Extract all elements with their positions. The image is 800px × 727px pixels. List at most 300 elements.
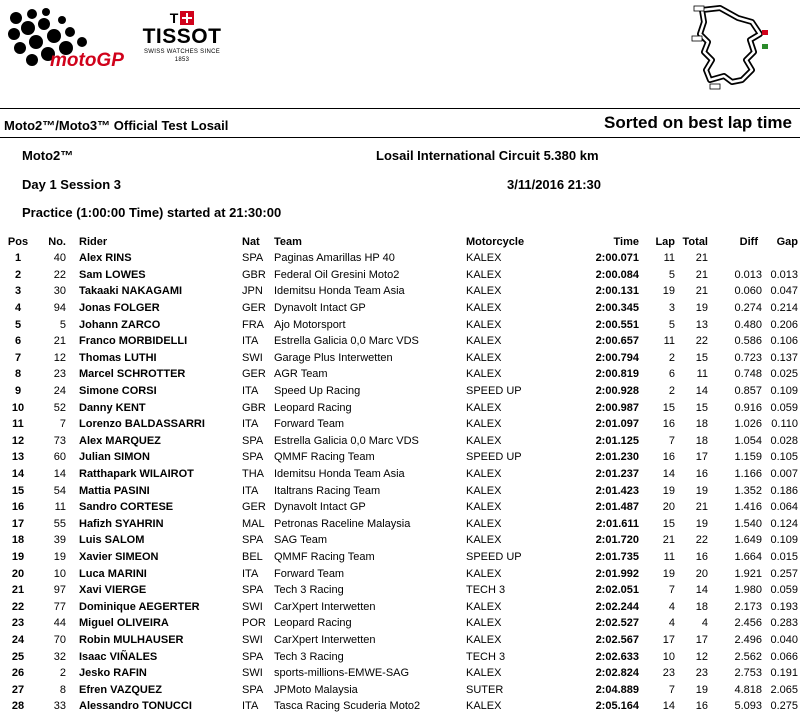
cell-total: 21 bbox=[695, 285, 708, 298]
cell-number: 60 bbox=[53, 451, 66, 464]
cell-gap: 0.059 bbox=[770, 584, 798, 597]
swiss-cross-icon bbox=[180, 11, 194, 25]
cell-rider: Robin MULHAUSER bbox=[79, 633, 184, 646]
table-row bbox=[0, 283, 800, 300]
cell-motorcycle: KALEX bbox=[466, 517, 502, 530]
cell-team: CarXpert Interwetten bbox=[274, 600, 376, 613]
cell-nat: SPA bbox=[242, 252, 264, 265]
cell-motorcycle: KALEX bbox=[466, 368, 502, 381]
table-row bbox=[0, 300, 800, 317]
cell-pos: 2 bbox=[14, 268, 22, 281]
cell-total: 19 bbox=[695, 484, 708, 497]
cell-time: 2:04.889 bbox=[595, 683, 639, 696]
cell-lap: 5 bbox=[668, 268, 675, 281]
cell-lap: 10 bbox=[662, 650, 675, 663]
table-row bbox=[0, 466, 800, 483]
cell-diff: 1.166 bbox=[734, 468, 762, 481]
cell-pos: 18 bbox=[11, 534, 25, 547]
cell-pos: 21 bbox=[11, 584, 25, 597]
cell-motorcycle: KALEX bbox=[466, 285, 502, 298]
cell-number: 14 bbox=[53, 468, 66, 481]
cell-total: 23 bbox=[695, 667, 708, 680]
cell-rider: Sam LOWES bbox=[79, 268, 146, 281]
circuit-map-icon bbox=[680, 0, 780, 100]
cell-team: Idemitsu Honda Team Asia bbox=[274, 468, 405, 481]
table-row bbox=[0, 482, 800, 499]
cell-total: 16 bbox=[695, 468, 708, 481]
cell-total: 13 bbox=[695, 318, 708, 331]
cell-motorcycle: SPEED UP bbox=[466, 451, 522, 464]
cell-total: 15 bbox=[695, 401, 708, 414]
cell-number: 55 bbox=[53, 517, 66, 530]
cell-number: 10 bbox=[53, 567, 66, 580]
cell-gap: 0.047 bbox=[770, 285, 798, 298]
cell-lap: 14 bbox=[662, 700, 675, 713]
cell-pos: 16 bbox=[11, 501, 25, 514]
cell-diff: 2.456 bbox=[734, 617, 762, 630]
cell-gap: 0.110 bbox=[771, 418, 798, 431]
cell-time: 2:01.097 bbox=[595, 418, 639, 431]
cell-rider: Takaaki NAKAGAMI bbox=[79, 285, 183, 298]
table-row bbox=[0, 383, 800, 400]
cell-number: 11 bbox=[54, 501, 66, 514]
cell-diff: 0.274 bbox=[734, 302, 762, 315]
cell-team: Forward Team bbox=[274, 567, 345, 580]
cell-number: 32 bbox=[53, 650, 66, 663]
cell-gap: 0.186 bbox=[770, 484, 798, 497]
cell-time: 2:00.657 bbox=[595, 335, 639, 348]
cell-lap: 15 bbox=[662, 517, 675, 530]
cell-diff: 1.416 bbox=[734, 501, 762, 514]
cell-diff: 0.060 bbox=[734, 285, 762, 298]
cell-team: AGR Team bbox=[274, 368, 328, 381]
cell-gap: 0.124 bbox=[770, 517, 798, 530]
cell-gap: 0.275 bbox=[770, 700, 798, 713]
table-row bbox=[0, 681, 800, 698]
cell-time: 2:01.237 bbox=[595, 468, 639, 481]
cell-gap: 0.191 bbox=[770, 667, 798, 680]
cell-rider: Alessandro TONUCCI bbox=[79, 700, 192, 713]
tissot-t-letter: T bbox=[169, 10, 179, 26]
cell-pos: 5 bbox=[14, 318, 22, 331]
cell-team: Forward Team bbox=[274, 418, 345, 431]
cell-nat: BEL bbox=[242, 550, 263, 563]
cell-lap: 5 bbox=[668, 318, 675, 331]
cell-gap: 0.106 bbox=[770, 335, 798, 348]
cell-lap: 7 bbox=[668, 584, 675, 597]
cell-number: 19 bbox=[53, 550, 66, 563]
col-time: Time bbox=[613, 235, 639, 248]
cell-motorcycle: KALEX bbox=[466, 617, 502, 630]
cell-motorcycle: SPEED UP bbox=[466, 385, 522, 398]
cell-motorcycle: KALEX bbox=[466, 335, 502, 348]
cell-pos: 19 bbox=[11, 550, 25, 563]
table-row bbox=[0, 449, 800, 466]
cell-team: Leopard Racing bbox=[274, 617, 352, 630]
cell-time: 2:01.230 bbox=[595, 451, 639, 464]
col-nat: Nat bbox=[242, 235, 260, 248]
cell-total: 18 bbox=[695, 434, 708, 447]
cell-gap: 0.025 bbox=[770, 368, 798, 381]
cell-time: 2:00.131 bbox=[595, 285, 639, 298]
table-row bbox=[0, 350, 800, 367]
cell-gap: 0.064 bbox=[770, 501, 798, 514]
col-rider: Rider bbox=[79, 235, 108, 248]
cell-gap: 0.015 bbox=[770, 550, 798, 563]
cell-lap: 20 bbox=[662, 501, 675, 514]
motogp-logo bbox=[6, 8, 134, 78]
cell-number: 8 bbox=[59, 683, 66, 696]
cell-motorcycle: KALEX bbox=[466, 633, 502, 646]
cell-diff: 1.352 bbox=[734, 484, 762, 497]
cell-team: Garage Plus Interwetten bbox=[274, 351, 393, 364]
cell-rider: Simone CORSI bbox=[79, 385, 157, 398]
cell-nat: SPA bbox=[242, 683, 264, 696]
cell-lap: 16 bbox=[662, 418, 675, 431]
cell-time: 2:00.928 bbox=[595, 385, 639, 398]
cell-lap: 19 bbox=[662, 567, 675, 580]
divider bbox=[0, 137, 800, 138]
cell-time: 2:00.071 bbox=[595, 252, 639, 265]
cell-motorcycle: KALEX bbox=[466, 252, 502, 265]
cell-number: 7 bbox=[59, 418, 66, 431]
table-row bbox=[0, 698, 800, 715]
cell-rider: Hafizh SYAHRIN bbox=[79, 517, 164, 530]
cell-total: 20 bbox=[695, 567, 708, 580]
cell-pos: 14 bbox=[11, 468, 25, 481]
cell-time: 2:01.611 bbox=[596, 517, 639, 530]
cell-nat: SPA bbox=[242, 650, 264, 663]
cell-total: 4 bbox=[701, 617, 708, 630]
cell-diff: 1.921 bbox=[734, 567, 762, 580]
table-row bbox=[0, 366, 800, 383]
cell-motorcycle: KALEX bbox=[466, 667, 502, 680]
cell-motorcycle: KALEX bbox=[466, 468, 502, 481]
cell-pos: 23 bbox=[11, 617, 25, 630]
cell-number: 2 bbox=[59, 667, 66, 680]
cell-team: Federal Oil Gresini Moto2 bbox=[274, 268, 400, 281]
cell-number: 12 bbox=[53, 351, 66, 364]
cell-gap: 0.059 bbox=[770, 401, 798, 414]
cell-rider: Efren VAZQUEZ bbox=[79, 683, 162, 696]
cell-time: 2:00.819 bbox=[595, 368, 639, 381]
cell-lap: 7 bbox=[668, 683, 675, 696]
cell-total: 14 bbox=[695, 584, 708, 597]
cell-lap: 7 bbox=[668, 434, 675, 447]
cell-time: 2:01.423 bbox=[595, 484, 639, 497]
cell-gap bbox=[762, 250, 800, 267]
class-name: Moto2™ bbox=[22, 148, 74, 163]
cell-team: Dynavolt Intact GP bbox=[274, 302, 366, 315]
cell-total: 11 bbox=[696, 368, 708, 381]
cell-diff bbox=[710, 250, 762, 267]
cell-gap: 0.109 bbox=[770, 385, 798, 398]
cell-gap: 0.066 bbox=[770, 650, 798, 663]
cell-nat: FRA bbox=[242, 318, 264, 331]
cell-diff: 4.818 bbox=[734, 683, 762, 696]
cell-pos: 6 bbox=[14, 335, 22, 348]
table-row bbox=[0, 316, 800, 333]
table-row bbox=[0, 582, 800, 599]
cell-lap: 3 bbox=[668, 302, 675, 315]
cell-rider: Jonas FOLGER bbox=[79, 302, 160, 315]
cell-motorcycle: SUTER bbox=[466, 683, 504, 696]
cell-time: 2:01.735 bbox=[595, 550, 639, 563]
cell-rider: Alex MARQUEZ bbox=[79, 434, 161, 447]
col-diff: Diff bbox=[739, 235, 758, 248]
cell-nat: SWI bbox=[242, 667, 263, 680]
cell-lap: 17 bbox=[662, 633, 675, 646]
cell-rider: Isaac VIÑALES bbox=[79, 650, 158, 663]
cell-lap: 11 bbox=[663, 550, 675, 563]
cell-gap: 0.206 bbox=[770, 318, 798, 331]
cell-gap: 0.040 bbox=[770, 633, 798, 646]
cell-team: JPMoto Malaysia bbox=[274, 683, 358, 696]
cell-diff: 2.562 bbox=[734, 650, 762, 663]
cell-nat: GER bbox=[242, 501, 266, 514]
cell-motorcycle: KALEX bbox=[466, 567, 502, 580]
cell-motorcycle: TECH 3 bbox=[466, 650, 506, 663]
cell-gap: 0.105 bbox=[770, 451, 798, 464]
cell-rider: Thomas LUTHI bbox=[79, 351, 157, 364]
cell-nat: JPN bbox=[242, 285, 263, 298]
table-row bbox=[0, 648, 800, 665]
table-row bbox=[0, 250, 800, 267]
cell-diff: 1.159 bbox=[734, 451, 762, 464]
table-row bbox=[0, 499, 800, 516]
cell-time: 2:02.633 bbox=[595, 650, 639, 663]
cell-diff: 2.753 bbox=[734, 667, 762, 680]
table-row bbox=[0, 267, 800, 284]
cell-team: sports-millions-EMWE-SAG bbox=[274, 667, 410, 680]
cell-diff: 0.748 bbox=[734, 368, 762, 381]
cell-lap: 4 bbox=[668, 600, 675, 613]
cell-number: 21 bbox=[53, 335, 66, 348]
cell-time: 2:00.551 bbox=[595, 318, 639, 331]
cell-lap: 23 bbox=[662, 667, 675, 680]
cell-motorcycle: KALEX bbox=[466, 318, 502, 331]
cell-number: 33 bbox=[53, 700, 66, 713]
cell-lap: 6 bbox=[668, 368, 675, 381]
cell-number: 54 bbox=[53, 484, 66, 497]
cell-team: CarXpert Interwetten bbox=[274, 633, 376, 646]
cell-total: 21 bbox=[695, 501, 708, 514]
col-team: Team bbox=[274, 235, 302, 248]
cell-diff: 0.723 bbox=[734, 351, 762, 364]
cell-gap: 0.028 bbox=[770, 434, 798, 447]
cell-diff: 1.649 bbox=[734, 534, 762, 547]
cell-time: 2:00.794 bbox=[595, 351, 639, 364]
cell-total: 19 bbox=[695, 302, 708, 315]
cell-gap: 0.193 bbox=[770, 600, 798, 613]
cell-rider: Marcel SCHROTTER bbox=[79, 368, 186, 381]
cell-pos: 10 bbox=[11, 401, 25, 414]
cell-time: 2:00.345 bbox=[595, 302, 639, 315]
cell-pos: 12 bbox=[11, 434, 25, 447]
cell-number: 5 bbox=[59, 318, 66, 331]
cell-rider: Lorenzo BALDASSARRI bbox=[79, 418, 205, 431]
divider bbox=[0, 108, 800, 109]
col-lap: Lap bbox=[655, 235, 675, 248]
cell-pos: 1 bbox=[14, 252, 22, 265]
cell-lap: 16 bbox=[662, 451, 675, 464]
cell-lap: 11 bbox=[663, 252, 675, 265]
table-row bbox=[0, 399, 800, 416]
cell-gap: 0.013 bbox=[770, 268, 798, 281]
cell-team: Italtrans Racing Team bbox=[274, 484, 381, 497]
cell-rider: Xavier SIMEON bbox=[79, 550, 159, 563]
cell-rider: Sandro CORTESE bbox=[79, 501, 174, 514]
cell-motorcycle: KALEX bbox=[466, 302, 502, 315]
cell-nat: SWI bbox=[242, 351, 263, 364]
cell-lap: 15 bbox=[662, 401, 675, 414]
table-row bbox=[0, 516, 800, 533]
cell-gap: 0.257 bbox=[770, 567, 798, 580]
cell-motorcycle: KALEX bbox=[466, 401, 502, 414]
table-row bbox=[0, 565, 800, 582]
cell-total: 22 bbox=[695, 335, 708, 348]
practice-info: Practice (1:00:00 Time) started at 21:30:00 bbox=[22, 205, 282, 220]
cell-nat: ITA bbox=[242, 567, 259, 580]
cell-number: 24 bbox=[53, 385, 66, 398]
cell-diff: 0.857 bbox=[734, 385, 762, 398]
table-row bbox=[0, 333, 800, 350]
cell-team: Dynavolt Intact GP bbox=[274, 501, 366, 514]
cell-pos: 11 bbox=[12, 418, 24, 431]
cell-nat: SWI bbox=[242, 600, 263, 613]
cell-total: 21 bbox=[695, 268, 708, 281]
cell-total: 21 bbox=[695, 252, 708, 265]
col-no: No. bbox=[48, 235, 66, 248]
cell-team: Tech 3 Racing bbox=[274, 650, 344, 663]
cell-rider: Ratthapark WILAIROT bbox=[79, 468, 194, 481]
cell-gap: 0.007 bbox=[770, 468, 798, 481]
cell-time: 2:02.567 bbox=[595, 633, 639, 646]
cell-diff: 2.496 bbox=[734, 633, 762, 646]
cell-gap: 0.109 bbox=[770, 534, 798, 547]
cell-total: 18 bbox=[695, 418, 708, 431]
cell-time: 2:02.051 bbox=[595, 584, 639, 597]
table-row bbox=[0, 665, 800, 682]
cell-time: 2:00.987 bbox=[595, 401, 639, 414]
cell-motorcycle: KALEX bbox=[466, 534, 502, 547]
cell-nat: GER bbox=[242, 368, 266, 381]
cell-pos: 27 bbox=[11, 683, 25, 696]
cell-motorcycle: KALEX bbox=[466, 484, 502, 497]
cell-time: 2:05.164 bbox=[595, 700, 639, 713]
cell-pos: 26 bbox=[11, 667, 25, 680]
cell-rider: Miguel OLIVEIRA bbox=[79, 617, 169, 630]
cell-nat: SPA bbox=[242, 451, 264, 464]
cell-team: Tech 3 Racing bbox=[274, 584, 344, 597]
cell-number: 97 bbox=[53, 584, 66, 597]
cell-motorcycle: KALEX bbox=[466, 501, 502, 514]
cell-team: Petronas Raceline Malaysia bbox=[274, 517, 411, 530]
cell-total: 16 bbox=[695, 550, 708, 563]
cell-diff: 0.480 bbox=[734, 318, 762, 331]
cell-rider: Xavi VIERGE bbox=[79, 584, 147, 597]
col-pos: Pos bbox=[7, 235, 29, 248]
svg-text:motoGP: motoGP bbox=[50, 50, 124, 71]
cell-rider: Jesko RAFIN bbox=[79, 667, 147, 680]
cell-team: SAG Team bbox=[274, 534, 327, 547]
table-header-row bbox=[0, 233, 800, 250]
cell-nat: GBR bbox=[242, 268, 266, 281]
cell-diff: 5.093 bbox=[734, 700, 762, 713]
cell-total: 18 bbox=[695, 600, 708, 613]
cell-diff: 1.540 bbox=[734, 517, 762, 530]
cell-team: Estrella Galicia 0,0 Marc VDS bbox=[274, 434, 419, 447]
cell-total: 19 bbox=[695, 683, 708, 696]
results-table bbox=[0, 233, 800, 715]
cell-diff: 1.054 bbox=[734, 434, 762, 447]
cell-rider: Luis SALOM bbox=[79, 534, 145, 547]
cell-motorcycle: KALEX bbox=[466, 268, 502, 281]
cell-rider: Mattia PASINI bbox=[79, 484, 150, 497]
cell-number: 44 bbox=[53, 617, 66, 630]
cell-rider: Johann ZARCO bbox=[79, 318, 161, 331]
cell-motorcycle: KALEX bbox=[466, 434, 502, 447]
cell-total: 19 bbox=[695, 517, 708, 530]
table-row bbox=[0, 532, 800, 549]
cell-total: 17 bbox=[695, 633, 708, 646]
cell-motorcycle: KALEX bbox=[466, 700, 502, 713]
cell-gap: 0.214 bbox=[770, 302, 798, 315]
cell-nat: MAL bbox=[242, 517, 265, 530]
col-total: Total bbox=[682, 235, 708, 248]
cell-diff: 0.013 bbox=[734, 268, 762, 281]
cell-diff: 1.664 bbox=[734, 550, 762, 563]
cell-time: 2:01.487 bbox=[595, 501, 639, 514]
cell-pos: 28 bbox=[11, 700, 25, 713]
cell-pos: 13 bbox=[11, 451, 25, 464]
cell-total: 22 bbox=[695, 534, 708, 547]
cell-time: 2:02.244 bbox=[595, 600, 639, 613]
cell-lap: 21 bbox=[662, 534, 675, 547]
cell-pos: 4 bbox=[14, 302, 22, 315]
cell-lap: 14 bbox=[662, 468, 675, 481]
cell-time: 2:01.992 bbox=[595, 567, 639, 580]
session-date: 3/11/2016 21:30 bbox=[507, 177, 601, 192]
cell-nat: ITA bbox=[242, 700, 259, 713]
event-title: Moto2™/Moto3™ Official Test Losail bbox=[4, 118, 229, 133]
cell-pos: 15 bbox=[11, 484, 25, 497]
cell-nat: POR bbox=[242, 617, 266, 630]
cell-team: Estrella Galicia 0,0 Marc VDS bbox=[274, 335, 419, 348]
cell-rider: Luca MARINI bbox=[79, 567, 147, 580]
cell-nat: ITA bbox=[242, 418, 259, 431]
col-gap: Gap bbox=[776, 235, 798, 248]
cell-lap: 2 bbox=[668, 351, 675, 364]
table-row bbox=[0, 615, 800, 632]
cell-total: 17 bbox=[695, 451, 708, 464]
cell-nat: SWI bbox=[242, 633, 263, 646]
tissot-logo bbox=[140, 10, 224, 62]
cell-team: Paginas Amarillas HP 40 bbox=[274, 252, 395, 265]
cell-rider: Julian SIMON bbox=[79, 451, 150, 464]
cell-nat: GBR bbox=[242, 401, 266, 414]
cell-lap: 11 bbox=[663, 335, 675, 348]
cell-number: 40 bbox=[53, 252, 66, 265]
cell-number: 94 bbox=[53, 302, 66, 315]
cell-lap: 4 bbox=[668, 617, 675, 630]
col-motorcycle: Motorcycle bbox=[466, 235, 525, 248]
cell-nat: SPA bbox=[242, 434, 264, 447]
tissot-brand: TISSOT bbox=[142, 25, 222, 48]
sort-label: Sorted on best lap time bbox=[604, 113, 792, 132]
cell-motorcycle: KALEX bbox=[466, 418, 502, 431]
cell-diff: 0.916 bbox=[734, 401, 762, 414]
